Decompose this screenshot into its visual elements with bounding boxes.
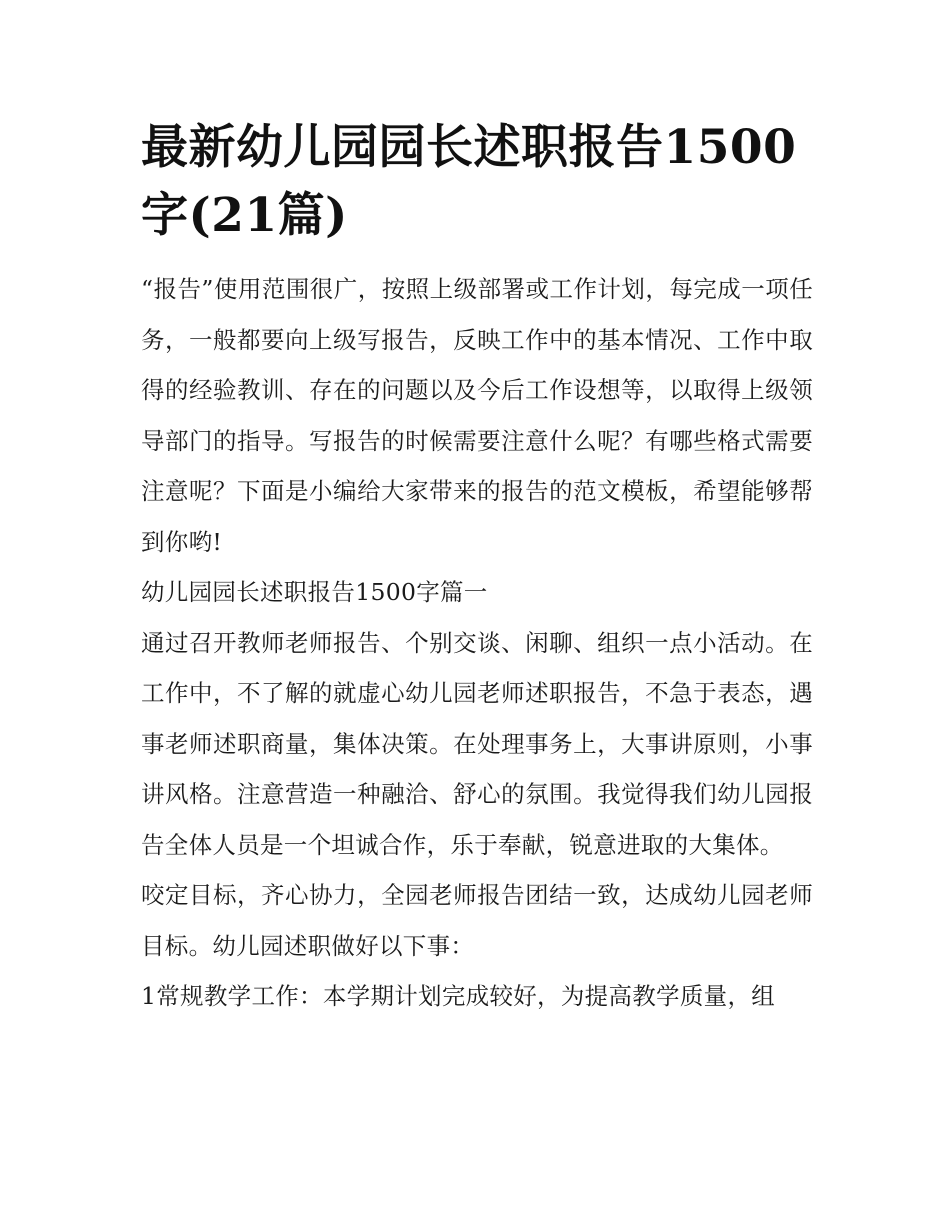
section-heading: 幼儿园园长述职报告1500字篇一 xyxy=(141,578,488,606)
list-item: 1常规教学工作：本学期计划完成较好，为提高教学质量，组 xyxy=(141,982,776,1010)
body-paragraph: 咬定目标，齐心协力，全园老师报告团结一致，达成幼儿园老师目标。幼儿园述职做好以下事： xyxy=(141,881,813,960)
document-body xyxy=(141,264,813,1022)
document-content xyxy=(141,114,813,1022)
intro-paragraph: “报告”使用范围很广，按照上级部署或工作计划，每完成一项任务，一般都要向上级写报告，反映工作中的基本情况、工作中取得的经验教训、存在的问题以及今后工作设想等，以取得上级领导部门的指导。写报告的时候需要注意什么呢？有哪些格式需要注意呢？下面是小编给大家带来的报告的范文模板，希望能够帮到你哟! xyxy=(141,275,813,556)
body-paragraph: 通过召开教师老师报告、个别交谈、闲聊、组织一点小活动。在工作中，不了解的就虚心幼儿园老师述职报告，不急于表态，遇事老师述职商量，集体决策。在处理事务上，大事讲原则，小事讲风格。注意营造一种融洽、舒心的氛围。我觉得我们幼儿园报告全体人员是一个坦诚合作，乐于奉献，锐意进取的大集体。 xyxy=(141,628,813,859)
document-title: 最新幼儿园园长述职报告1500字(21篇) xyxy=(141,120,797,243)
